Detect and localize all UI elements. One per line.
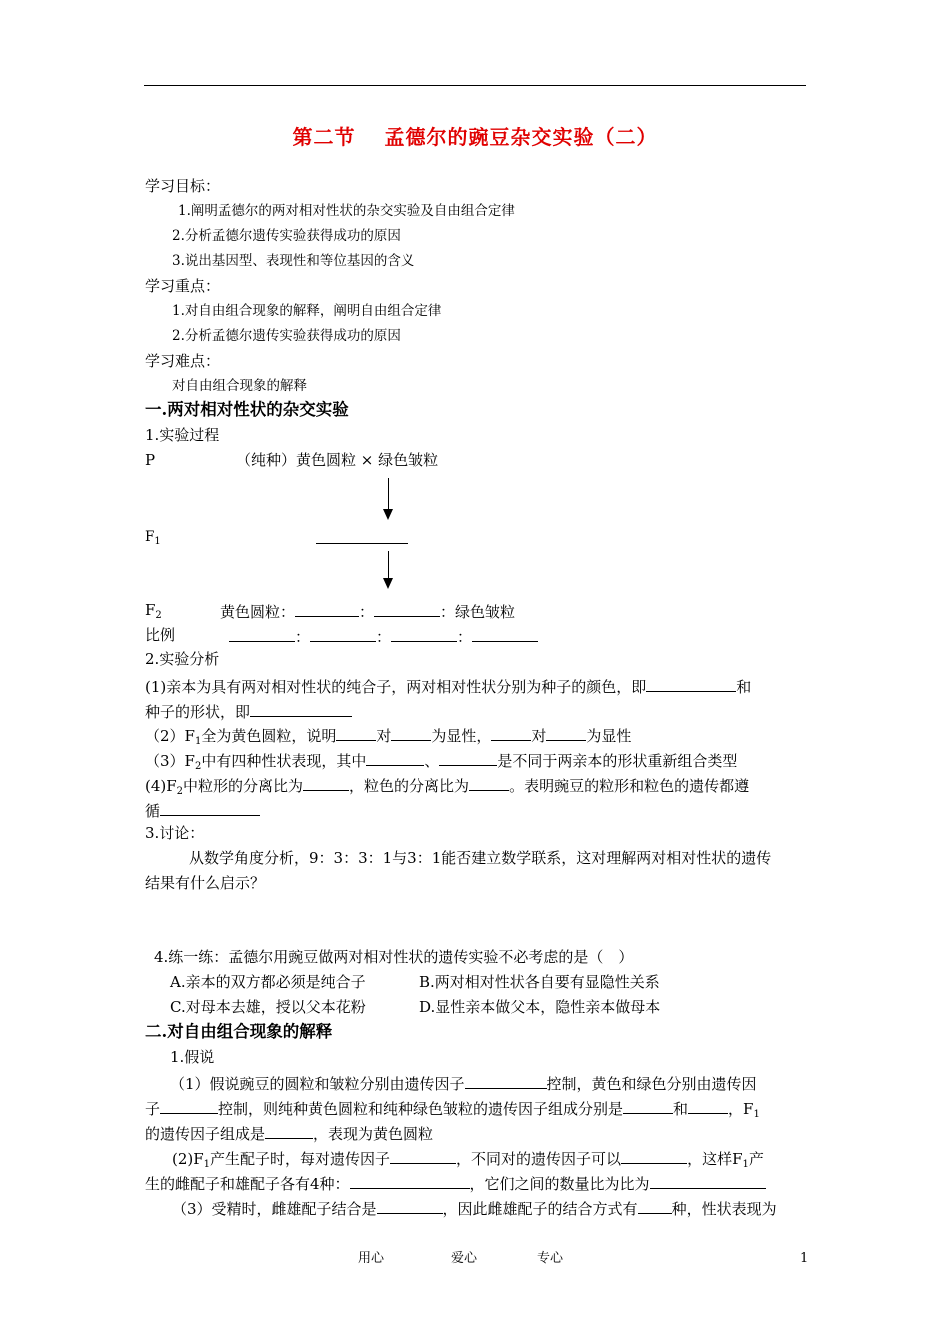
analysis-1-line2: 种子的形状，即 [145,703,352,720]
discuss-label: 3.讨论： [145,824,205,842]
goals-heading: 学习目标： [145,177,221,195]
hypothesis-3: （3）受精时，雌雄配子结合是 ，因此雌雄配子的结合方式有 种，性状表现为 [172,1200,777,1218]
analysis-label: 2.实验分析 [145,650,220,668]
analysis-4-line2: 循 [145,802,260,819]
practice-question: 4.练一练：孟德尔用豌豆做两对相对性状的遗传实验不必考虑的是（ ） [154,948,634,966]
footer-right: 专心 [537,1251,564,1266]
key-point-item: 2.分析孟德尔遗传实验获得成功的原因 [172,328,401,344]
f1-blank [316,543,408,544]
p-cross: （纯种）黄色圆粒 × 绿色皱粒 [236,451,439,469]
analysis-4: $(4)F_2$中粒形的分离比为 ，粒色的分离比为 。表明豌豆的粒形和粒色的遗传都遵 [145,777,750,797]
page-title: 第二节 孟德尔的豌豆杂交实验（二） [292,125,658,149]
f1-label: $F_1$ [145,529,161,547]
discuss-line2: 结果有什么启示？ [145,874,266,892]
option-c: C.对母本去雄，授以父本花粉 [170,998,366,1016]
option-d: D.显性亲本做父本，隐性亲本做母本 [419,998,661,1016]
f2-row: 黄色圆粒： ： ：绿色皱粒 [220,603,516,621]
ratio-row: ： ： ： [229,628,538,645]
p-label: P [145,451,156,469]
difficulty-item: 对自由组合现象的解释 [172,378,307,394]
f2-label: $F_2$ [145,601,162,621]
hypothesis-2-line1: $(2)F_1$产生配子时，每对遗传因子 ，不同对的遗传因子可以 ，这样$F_1$产 [172,1150,764,1170]
section2-heading: 二.对自由组合现象的解释 [145,1022,333,1041]
key-point-item: 1.对自由组合现象的解释，阐明自由组合定律 [172,303,442,319]
process-label: 1.实验过程 [145,426,220,444]
analysis-3: $(3)F_2$中有四种性状表现，其中 、 是不同于两亲本的形状重新组合类型 [145,752,738,772]
page-number: 1 [800,1251,809,1266]
ratio-label: 比例 [145,626,176,644]
hypothesis-label: 1.假说 [170,1048,215,1066]
footer-left: 用心 [358,1251,385,1266]
down-arrow-icon [388,551,389,587]
hypothesis-2-line2: 生的雌配子和雄配子各有4种： ，它们之间的数量比为比为 [145,1175,766,1192]
goal-item: 1.阐明孟德尔的两对相对性状的杂交实验及自由组合定律 [178,203,515,219]
header-rule [144,85,806,86]
down-arrow-icon [388,478,389,518]
hypothesis-1-line1: （1）假说豌豆的圆粒和皱粒分别由遗传因子 控制，黄色和绿色分别由遗传因 [170,1075,757,1093]
goal-item: 2.分析孟德尔遗传实验获得成功的原因 [172,228,401,244]
analysis-2: $(2)F_1$全为黄色圆粒，说明 对 为显性， 对 为显性 [145,727,632,747]
hypothesis-1-line2: 子 控制，则纯种黄色圆粒和纯种绿色皱粒的遗传因子组成分别是 和 ，$F_1$ [145,1100,760,1120]
analysis-1-line1: (1)亲本为具有两对相对性状的纯合子，两对相对性状分别为种子的颜色，即 和 [145,678,752,696]
footer-mid: 爱心 [451,1251,478,1266]
option-b: B.两对相对性状各自要有显隐性关系 [419,973,660,991]
hypothesis-1-line3: 的遗传因子组成是 ，表现为黄色圆粒 [145,1125,434,1143]
key-points-heading: 学习重点： [145,277,221,295]
option-a: A.亲本的双方都必须是纯合子 [170,973,366,991]
difficulty-heading: 学习难点： [145,352,221,370]
section1-heading: 一.两对相对性状的杂交实验 [145,400,349,419]
discuss-line1: 从数学角度分析，9：3：3：1与3：1能否建立数学联系，这对理解两对相对性状的遗传 [189,849,772,867]
goal-item: 3.说出基因型、表现性和等位基因的含义 [172,253,415,269]
